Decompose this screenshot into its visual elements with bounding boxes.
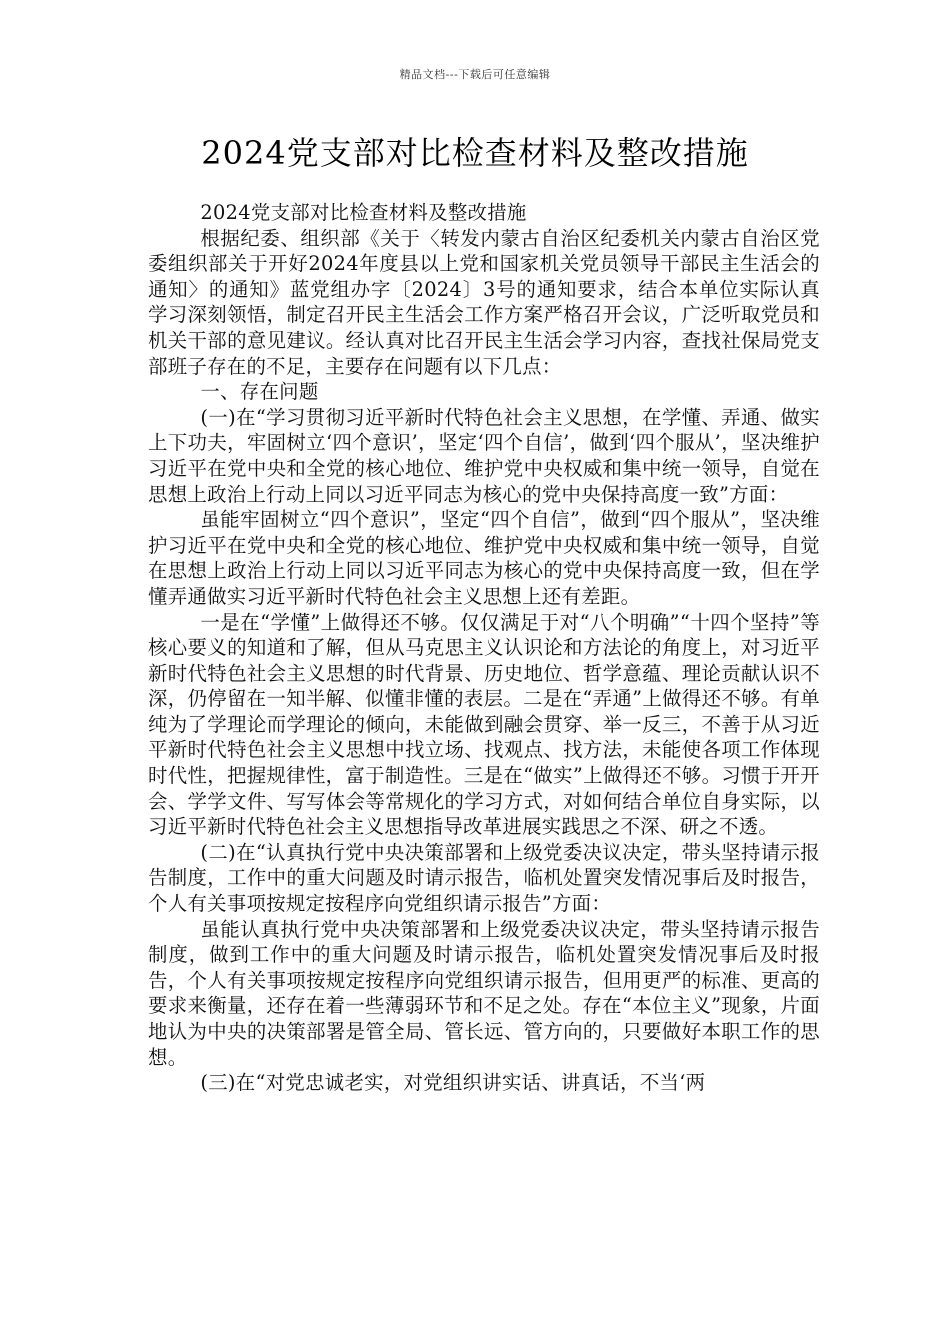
- intro-paragraph: 根据纪委、组织部《关于〈转发内蒙古自治区纪委机关内蒙古自治区党委组织部关于开好2024年度县以上党和国家机关党员领导干部民主生活会的通知〉的通知》蓝党组办字〔2024〕3号的通知要求，结合本单位实际认真学习深刻领悟，制定召开民主生活会工作方案严格召开会议，广泛听取党员和机关干部的意见建议。经认真对比召开民主生活会学习内容，查找社保局党支部班子存在的不足，主要存在问题有以下几点：: [148, 226, 820, 378]
- document-title: 2024党支部对比检查材料及整改措施: [201, 134, 749, 172]
- item-1-details: 一是在“学懂”上做得还不够。仅仅满足于对“八个明确”“十四个坚持”等核心要义的知道和了解，但从马克思主义认识论和方法论的角度上，对习近平新时代特色社会主义思想的时代背景、历史地位、哲学意蕴、理论贡献认识不深，仍停留在一知半解、似懂非懂的表层。二是在“弄通”上做得还不够。有单纯为了学理论而学理论的倾向，未能做到融会贯穿、举一反三，不善于从习近平新时代特色社会主义思想中找立场、找观点、找方法，未能使各项工作体现时代性，把握规律性，富于制造性。三是在“做实”上做得还不够。习惯于开开会、学学文件、写写体会等常规化的学习方式，对如何结合单位自身实际，以习近平新时代特色社会主义思想指导改革进展实践思之不深、研之不透。: [148, 610, 820, 839]
- header-note: 精品文档---下载后可任意编辑: [399, 68, 551, 81]
- subtitle-paragraph: 2024党支部对比检查材料及整改措施: [200, 201, 527, 224]
- section-heading: 一、存在问题: [200, 380, 319, 404]
- item-2-paragraph: 虽能认真执行党中央决策部署和上级党委决议决定，带头坚持请示报告制度，做到工作中的重大问题及时请示报告，临机处置突发情况事后及时报告，个人有关事项按规定按程序向党组织请示报告，但用更严的标准、更高的要求来衡量，还存在着一些薄弱环节和不足之处。存在“本位主义”现象，片面地认为中央的决策部署是管全局、管长远、管方向的，只要做好本职工作的思想。: [148, 917, 820, 1069]
- item-1-paragraph: 虽能牢固树立“四个意识”，坚定“四个自信”，做到“四个服从”，坚决维护习近平在党中央和全党的核心地位、维护党中央权威和集中统一领导，自觉在思想上政治上行动上同以习近平同志为核心的党中央保持高度一致，但在学懂弄通做实习近平新时代特色社会主义思想上还有差距。: [148, 508, 820, 608]
- item-3-heading: (三)在“对党忠诚老实，对党组织讲实话、讲真话，不当‘两: [200, 1071, 706, 1095]
- item-1-heading: (一)在“学习贯彻习近平新时代特色社会主义思想，在学懂、弄通、做实上下功夫，牢固树立‘四个意识’，坚定‘四个自信’，做到‘四个服从’，坚决维护习近平在党中央和全党的核心地位、维护党中央权威和集中统一领导，自觉在思想上政治上行动上同以习近平同志为核心的党中央保持高度一致”方面：: [148, 405, 820, 506]
- document-body: [148, 200, 820, 1096]
- item-2-heading: (二)在“认真执行党中央决策部署和上级党委决议决定，带头坚持请示报告制度，工作中的重大问题及时请示报告，临机处置突发情况事后及时报告，个人有关事项按规定按程序向党组织请示报告”方面：: [148, 840, 820, 916]
